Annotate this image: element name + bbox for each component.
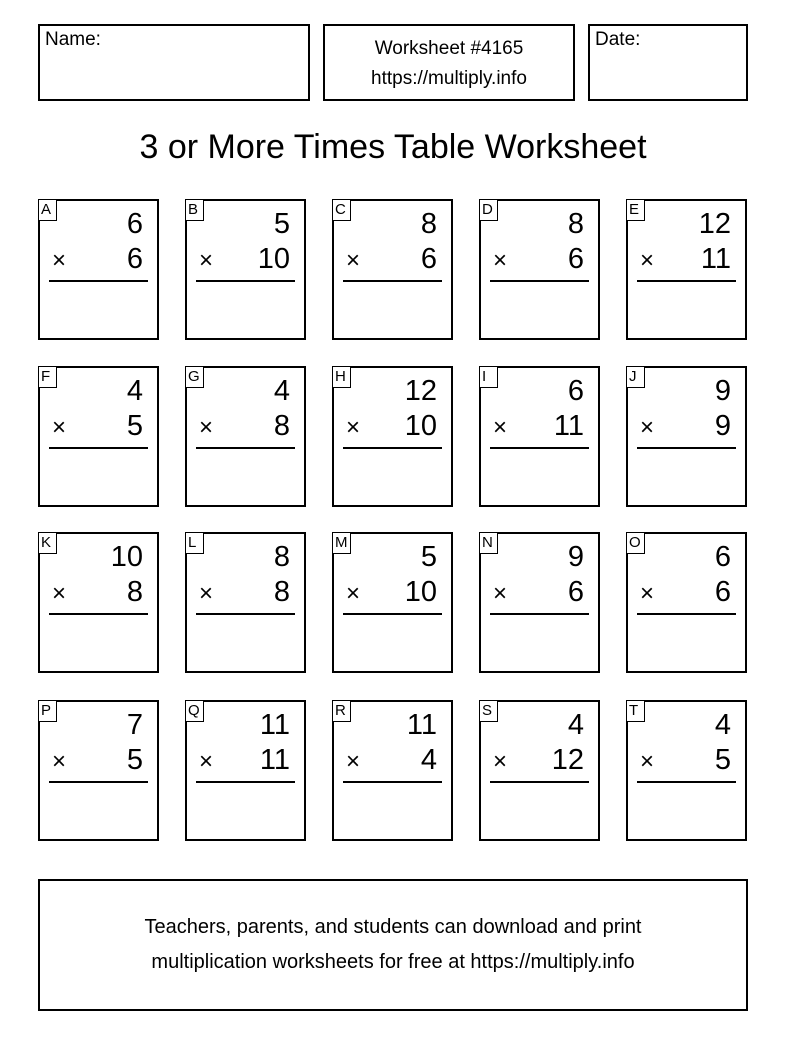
problem-top-number: 6 [126, 208, 143, 240]
name-label: Name: [45, 29, 101, 50]
problem-card[interactable] [185, 700, 306, 841]
problem-card[interactable] [479, 366, 600, 507]
times-sign: × [199, 580, 214, 607]
problem-bottom-number: 5 [714, 744, 731, 776]
problem-top-number: 4 [126, 375, 143, 407]
answer-line [196, 781, 295, 783]
times-sign: × [640, 748, 655, 775]
answer-line [196, 280, 295, 282]
problem-top-number: 7 [126, 709, 143, 741]
answer-line [490, 781, 589, 783]
problem-top-number: 9 [567, 541, 584, 573]
problem-bottom-number: 11 [553, 410, 584, 442]
times-sign: × [640, 247, 655, 274]
times-sign: × [52, 414, 67, 441]
problem-top-number: 5 [273, 208, 290, 240]
answer-line [343, 781, 442, 783]
problem-letter: J [626, 366, 645, 388]
problem-card[interactable] [38, 532, 159, 673]
problem-bottom-number: 11 [700, 243, 731, 275]
problem-letter: K [38, 532, 57, 554]
answer-line [490, 280, 589, 282]
problem-bottom-number: 12 [551, 744, 584, 776]
problem-letter: D [479, 199, 498, 221]
times-sign: × [493, 580, 508, 607]
answer-line [637, 447, 736, 449]
worksheet-number: Worksheet #4165 [374, 38, 524, 59]
times-sign: × [640, 414, 655, 441]
footer-line-1: Teachers, parents, and students can download and print [144, 916, 642, 938]
answer-line [196, 613, 295, 615]
times-sign: × [493, 414, 508, 441]
problem-letter: O [626, 532, 645, 554]
problem-top-number: 8 [420, 208, 437, 240]
times-sign: × [199, 247, 214, 274]
page-title: 3 or More Times Table Worksheet [139, 128, 647, 166]
problem-top-number: 4 [273, 375, 290, 407]
problem-letter: N [479, 532, 498, 554]
problem-card[interactable] [626, 199, 747, 340]
problem-bottom-number: 8 [273, 410, 290, 442]
problem-letter: S [479, 700, 498, 722]
answer-line [490, 613, 589, 615]
answer-line [196, 447, 295, 449]
answer-line [49, 781, 148, 783]
times-sign: × [640, 580, 655, 607]
problem-card[interactable] [185, 366, 306, 507]
problem-bottom-number: 6 [567, 243, 584, 275]
problem-top-number: 5 [420, 541, 437, 573]
times-sign: × [52, 580, 67, 607]
problem-card[interactable] [38, 700, 159, 841]
problem-top-number: 10 [110, 541, 143, 573]
problem-letter: B [185, 199, 204, 221]
problem-bottom-number: 8 [273, 576, 290, 608]
problem-letter: P [38, 700, 57, 722]
footer-line-2: multiplication worksheets for free at https://multiply.info [151, 951, 635, 973]
answer-line [49, 613, 148, 615]
problem-bottom-number: 6 [126, 243, 143, 275]
problem-card[interactable] [332, 366, 453, 507]
problem-top-number: 12 [404, 375, 437, 407]
problem-letter: A [38, 199, 57, 221]
problem-bottom-number: 9 [714, 410, 731, 442]
problem-bottom-number: 10 [257, 243, 290, 275]
problem-top-number: 6 [714, 541, 731, 573]
times-sign: × [493, 247, 508, 274]
times-sign: × [346, 748, 361, 775]
problem-card[interactable] [626, 700, 747, 841]
problem-top-number: 8 [273, 541, 290, 573]
problem-bottom-number: 10 [404, 410, 437, 442]
problem-bottom-number: 11 [259, 744, 290, 776]
problem-bottom-number: 5 [126, 410, 143, 442]
problem-card[interactable] [332, 532, 453, 673]
problem-top-number: 11 [259, 709, 290, 741]
problem-card[interactable] [185, 199, 306, 340]
problem-top-number: 12 [698, 208, 731, 240]
problem-card[interactable] [479, 199, 600, 340]
problem-top-number: 9 [714, 375, 731, 407]
times-sign: × [346, 414, 361, 441]
problem-bottom-number: 4 [420, 744, 437, 776]
problem-top-number: 6 [567, 375, 584, 407]
answer-line [490, 447, 589, 449]
problem-card[interactable] [38, 366, 159, 507]
problem-letter: F [38, 366, 57, 388]
problem-bottom-number: 6 [714, 576, 731, 608]
problem-card[interactable] [626, 532, 747, 673]
problem-top-number: 8 [567, 208, 584, 240]
problem-top-number: 11 [406, 709, 437, 741]
problem-bottom-number: 8 [126, 576, 143, 608]
answer-line [637, 613, 736, 615]
problem-card[interactable] [185, 532, 306, 673]
problem-letter: H [332, 366, 351, 388]
problem-letter: T [626, 700, 645, 722]
footer-box [38, 879, 748, 1011]
times-sign: × [52, 247, 67, 274]
answer-line [49, 447, 148, 449]
times-sign: × [52, 748, 67, 775]
problem-letter: Q [185, 700, 204, 722]
problem-bottom-number: 10 [404, 576, 437, 608]
answer-line [49, 280, 148, 282]
answer-line [637, 280, 736, 282]
times-sign: × [199, 748, 214, 775]
problem-letter: M [332, 532, 351, 554]
problem-letter: C [332, 199, 351, 221]
times-sign: × [493, 748, 508, 775]
problem-card[interactable] [626, 366, 747, 507]
problem-card[interactable] [332, 700, 453, 841]
problem-card[interactable] [479, 532, 600, 673]
problem-letter: E [626, 199, 645, 221]
problem-bottom-number: 6 [420, 243, 437, 275]
problem-top-number: 4 [567, 709, 584, 741]
worksheet-url[interactable]: https://multiply.info [371, 68, 527, 89]
answer-line [343, 447, 442, 449]
problem-letter: G [185, 366, 204, 388]
problem-bottom-number: 6 [567, 576, 584, 608]
problem-bottom-number: 5 [126, 744, 143, 776]
answer-line [343, 613, 442, 615]
problem-card[interactable] [38, 199, 159, 340]
problem-letter: L [185, 532, 204, 554]
problem-card[interactable] [332, 199, 453, 340]
date-label: Date: [595, 29, 641, 50]
problem-letter: I [479, 366, 498, 388]
answer-line [343, 280, 442, 282]
problem-card[interactable] [479, 700, 600, 841]
times-sign: × [199, 414, 214, 441]
times-sign: × [346, 247, 361, 274]
times-sign: × [346, 580, 361, 607]
problem-letter: R [332, 700, 351, 722]
problem-top-number: 4 [714, 709, 731, 741]
answer-line [637, 781, 736, 783]
